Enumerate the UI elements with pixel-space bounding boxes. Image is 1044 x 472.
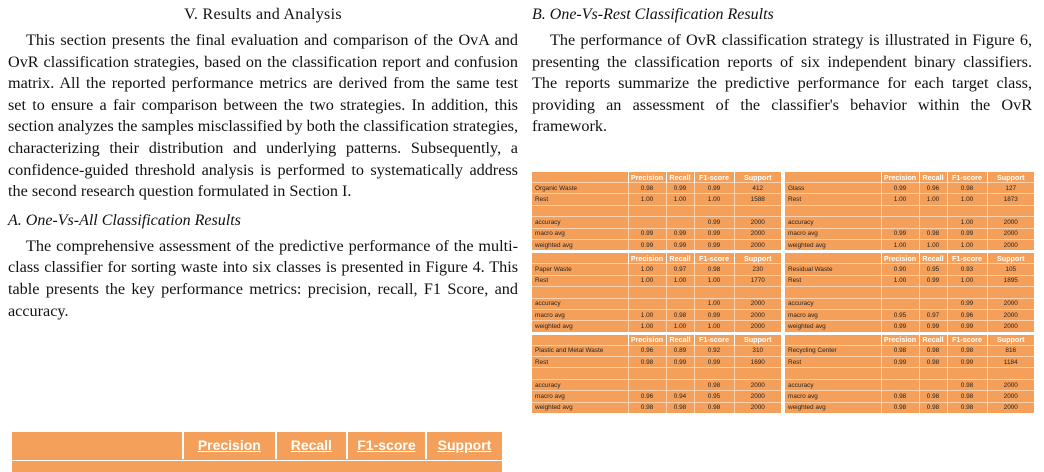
report-row (532, 391, 781, 402)
report-row (785, 239, 1034, 250)
report-row-label: weighted avg (785, 321, 881, 332)
report-cell: 1.00 (628, 321, 666, 332)
left-column (8, 0, 518, 322)
report-cell: 1.00 (947, 217, 987, 228)
report-cell: 0.99 (947, 298, 987, 309)
report-row (785, 321, 1034, 332)
report-row (532, 287, 781, 298)
report-header-blank (785, 253, 881, 264)
intro-paragraph: This section presents the final evaluation and comparison of the OvA and OvR classification strategies, based on the classification report and confusion matrix. All the reported performance metrics are derived from the same test set to ensure a fair comparison between the two strategies. In addition, this section analyzes the samples misclassified by both the classification strategies, characterizing their distribution and underlying patterns. Subsequently, a confidence-guided threshold analysis is performed to systematically address the second research question formulated in Section I. (8, 31, 518, 201)
report-cell: 2000 (987, 228, 1034, 239)
report-cell (881, 379, 919, 390)
report-cell: 412 (734, 183, 781, 194)
report-header-cell: Precision (881, 335, 919, 346)
report-cell: 1184 (987, 357, 1034, 368)
report-cell: 0.98 (947, 402, 987, 413)
report-cell: 1.00 (919, 194, 947, 205)
report-row-label: accuracy (532, 298, 628, 309)
report-cell (881, 287, 919, 298)
report-cell: 0.98 (947, 345, 987, 356)
report-cell (666, 287, 694, 298)
report-cell: 2000 (734, 298, 781, 309)
report-cell: 0.96 (628, 391, 666, 402)
report-cell: 2000 (734, 379, 781, 390)
report-cell: 0.99 (694, 183, 734, 194)
report-cell (666, 298, 694, 309)
report-cell: 0.99 (881, 357, 919, 368)
report-cell: 1.00 (666, 321, 694, 332)
report-cell: 1.00 (666, 275, 694, 286)
report-header-blank (785, 172, 881, 183)
report-cell: 0.98 (919, 345, 947, 356)
report-row (785, 264, 1034, 275)
report-row (785, 217, 1034, 228)
report-cell: 816 (987, 345, 1034, 356)
report-cell: 2000 (987, 309, 1034, 320)
report-cell: 1.00 (628, 194, 666, 205)
report-cell: 1.00 (628, 264, 666, 275)
figure4-header-f1: F1-score (346, 432, 425, 459)
report-cell: 0.99 (919, 275, 947, 286)
report-row-label: weighted avg (532, 402, 628, 413)
report-row (532, 275, 781, 286)
report-row-label (785, 368, 881, 379)
report-cell: 0.98 (694, 379, 734, 390)
report-cell: 0.89 (666, 345, 694, 356)
report-cell: 310 (734, 345, 781, 356)
figure4-header-recall: Recall (275, 432, 346, 459)
report-cell (628, 287, 666, 298)
report-cell (734, 205, 781, 216)
report-header-cell: Precision (628, 253, 666, 264)
report-header-cell: Support (987, 253, 1034, 264)
report-header-cell: Recall (919, 172, 947, 183)
report-header-cell: Precision (881, 172, 919, 183)
report-row-label: Glass (785, 183, 881, 194)
report-row-label: Rest (532, 357, 628, 368)
report-header-cell: Support (734, 335, 781, 346)
classification-report-table (532, 172, 781, 250)
report-row (785, 183, 1034, 194)
report-cell: 0.95 (881, 309, 919, 320)
report-header-cell: F1-score (947, 335, 987, 346)
report-row (785, 298, 1034, 309)
report-cell (947, 205, 987, 216)
report-row-label: accuracy (785, 379, 881, 390)
report-cell: 0.93 (947, 264, 987, 275)
subsection-b-paragraph: The performance of OvR classification strategy is illustrated in Figure 6, presenting the classification reports of six independent binary classifiers. The reports summarize the predictive performance for each target class, providing an assessment of the classifier's behavior within the OvR framework. (532, 31, 1032, 136)
report-cell: 0.99 (694, 309, 734, 320)
report-cell (919, 368, 947, 379)
report-header-cell: Recall (666, 253, 694, 264)
report-cell (947, 368, 987, 379)
figure4-header-precision: Precision (182, 432, 275, 459)
report-header-cell: Recall (919, 335, 947, 346)
report-row (532, 239, 781, 250)
report-header-cell: Precision (628, 335, 666, 346)
section-title: V. Results and Analysis (184, 6, 342, 23)
report-header-blank (532, 172, 628, 183)
report-cell (987, 205, 1034, 216)
report-row (532, 194, 781, 205)
report-row-label: macro avg (785, 309, 881, 320)
report-header-cell: Precision (881, 253, 919, 264)
report-header-cell: Precision (628, 172, 666, 183)
report-row (532, 357, 781, 368)
report-cell (919, 205, 947, 216)
report-cell: 2000 (987, 402, 1034, 413)
report-cell: 0.99 (666, 239, 694, 250)
report-cell: 1.00 (881, 275, 919, 286)
report-cell: 2000 (734, 217, 781, 228)
report-cell: 0.98 (694, 402, 734, 413)
report-cell: 0.98 (628, 183, 666, 194)
report-cell: 0.99 (666, 228, 694, 239)
report-row-label: Rest (785, 194, 881, 205)
report-cell: 0.99 (881, 228, 919, 239)
report-cell: 2000 (987, 321, 1034, 332)
report-cell (919, 287, 947, 298)
report-cell (881, 298, 919, 309)
report-cell (947, 287, 987, 298)
report-row-label (532, 287, 628, 298)
report-cell: 1873 (987, 194, 1034, 205)
report-row-label: accuracy (532, 379, 628, 390)
report-cell: 1.00 (881, 194, 919, 205)
report-cell (628, 217, 666, 228)
report-cell: 2000 (734, 402, 781, 413)
report-cell: 105 (987, 264, 1034, 275)
report-cell: 0.99 (694, 239, 734, 250)
report-cell: 0.95 (694, 391, 734, 402)
report-cell: 0.90 (881, 264, 919, 275)
report-cell: 2000 (987, 379, 1034, 390)
report-row-label: accuracy (785, 217, 881, 228)
report-cell (734, 287, 781, 298)
report-row-label (785, 287, 881, 298)
report-cell: 0.99 (947, 228, 987, 239)
report-cell: 1.00 (947, 194, 987, 205)
figure4-header-support: Support (425, 432, 502, 459)
report-row (785, 228, 1034, 239)
report-row (532, 379, 781, 390)
report-cell (919, 217, 947, 228)
report-row (785, 402, 1034, 413)
report-cell: 0.98 (666, 309, 694, 320)
report-cell: 2000 (734, 228, 781, 239)
report-cell (919, 379, 947, 390)
report-cell: 2000 (734, 239, 781, 250)
report-row-label: macro avg (532, 391, 628, 402)
report-cell: 0.92 (694, 345, 734, 356)
report-cell: 0.99 (666, 357, 694, 368)
report-cell: 0.97 (666, 264, 694, 275)
report-row (785, 194, 1034, 205)
report-cell: 0.99 (694, 228, 734, 239)
report-cell (694, 368, 734, 379)
report-cell: 1.00 (947, 239, 987, 250)
report-row (785, 287, 1034, 298)
report-cell: 0.94 (666, 391, 694, 402)
report-row-label: macro avg (785, 391, 881, 402)
report-row (532, 298, 781, 309)
report-cell: 0.98 (666, 402, 694, 413)
report-row (532, 402, 781, 413)
figure4-table-header (12, 432, 502, 472)
report-header-cell: Support (987, 172, 1034, 183)
report-cell (666, 379, 694, 390)
report-cell (628, 379, 666, 390)
report-cell: 2000 (734, 391, 781, 402)
classification-report-table (785, 253, 1034, 331)
report-header-cell: Recall (666, 172, 694, 183)
report-cell (734, 368, 781, 379)
report-row-label: Rest (532, 275, 628, 286)
report-cell: 0.99 (628, 228, 666, 239)
report-cell (666, 217, 694, 228)
report-cell (881, 217, 919, 228)
report-cell: 0.99 (947, 357, 987, 368)
report-cell: 0.99 (881, 321, 919, 332)
report-row (532, 345, 781, 356)
report-row (785, 357, 1034, 368)
report-cell: 1690 (734, 357, 781, 368)
report-cell: 1588 (734, 194, 781, 205)
report-row-label: Residual Waste (785, 264, 881, 275)
report-cell: 0.99 (947, 321, 987, 332)
report-row-label: Organic Waste (532, 183, 628, 194)
report-row (532, 321, 781, 332)
report-cell: 0.98 (881, 402, 919, 413)
report-cell: 0.99 (881, 183, 919, 194)
report-row (785, 309, 1034, 320)
report-cell: 0.95 (919, 264, 947, 275)
report-cell: 0.99 (694, 357, 734, 368)
report-cell: 0.96 (919, 183, 947, 194)
report-cell: 0.99 (666, 183, 694, 194)
report-cell: 0.98 (919, 357, 947, 368)
report-cell: 1.00 (694, 298, 734, 309)
report-header-blank (785, 335, 881, 346)
right-column (532, 0, 1032, 138)
report-cell: 0.98 (628, 357, 666, 368)
report-cell: 1.00 (694, 321, 734, 332)
report-cell: 0.97 (919, 309, 947, 320)
report-row-label: Rest (785, 357, 881, 368)
report-row (532, 205, 781, 216)
subsection-b-title: B. One-Vs-Rest Classification Results (532, 6, 774, 23)
report-row (785, 379, 1034, 390)
report-row-label: macro avg (532, 309, 628, 320)
report-row (785, 345, 1034, 356)
report-cell: 0.96 (947, 309, 987, 320)
report-cell: 1.00 (881, 239, 919, 250)
report-row (785, 275, 1034, 286)
report-cell (694, 287, 734, 298)
report-cell: 1.00 (628, 275, 666, 286)
report-row (532, 183, 781, 194)
report-row-label: accuracy (785, 298, 881, 309)
report-cell (666, 205, 694, 216)
report-cell (694, 205, 734, 216)
report-cell: 0.99 (628, 239, 666, 250)
report-cell (987, 368, 1034, 379)
report-cell: 1.00 (947, 275, 987, 286)
report-cell: 2000 (987, 391, 1034, 402)
report-row-label: accuracy (532, 217, 628, 228)
report-header-cell: F1-score (947, 253, 987, 264)
report-cell: 230 (734, 264, 781, 275)
report-row-label (532, 368, 628, 379)
report-header-cell: F1-score (694, 253, 734, 264)
figure4-divider (12, 460, 502, 461)
subsection-a-paragraph: The comprehensive assessment of the predictive performance of the multi-class classifier for sorting waste into six classes is presented in Figure 4. This table presents the key performance metrics: precision, recall, F1 Score, and accuracy. (8, 236, 518, 320)
report-row-label (785, 205, 881, 216)
report-row-label: weighted avg (785, 239, 881, 250)
report-cell: 2000 (734, 321, 781, 332)
report-row-label (532, 205, 628, 216)
classification-report-table (785, 172, 1034, 250)
report-row-label: Paper Waste (532, 264, 628, 275)
classification-report-table (532, 335, 781, 413)
report-header-cell: Support (734, 172, 781, 183)
report-cell (628, 298, 666, 309)
report-cell: 0.98 (947, 183, 987, 194)
report-row-label: weighted avg (785, 402, 881, 413)
report-cell: 1.00 (694, 275, 734, 286)
report-cell (628, 368, 666, 379)
report-row (532, 264, 781, 275)
report-cell: 2000 (987, 217, 1034, 228)
report-cell: 0.98 (947, 379, 987, 390)
report-row (532, 228, 781, 239)
report-cell: 0.99 (694, 217, 734, 228)
report-cell: 1.00 (694, 194, 734, 205)
report-cell: 1895 (987, 275, 1034, 286)
report-header-cell: Support (734, 253, 781, 264)
report-cell (881, 368, 919, 379)
report-cell: 2000 (987, 298, 1034, 309)
report-row-label: Rest (532, 194, 628, 205)
report-cell: 1770 (734, 275, 781, 286)
report-cell (628, 205, 666, 216)
report-cell: 0.98 (919, 228, 947, 239)
report-header-cell: F1-score (947, 172, 987, 183)
report-row-label: Recycling Center (785, 345, 881, 356)
report-header-cell: Support (987, 335, 1034, 346)
report-cell: 127 (987, 183, 1034, 194)
ovr-report-grid (532, 172, 1032, 413)
subsection-a-title: A. One-Vs-All Classification Results (8, 211, 241, 229)
report-header-cell: Recall (666, 335, 694, 346)
report-cell: 0.98 (919, 402, 947, 413)
report-header-cell: F1-score (694, 335, 734, 346)
report-row (785, 391, 1034, 402)
report-cell: 2000 (734, 309, 781, 320)
report-cell: 2000 (987, 239, 1034, 250)
report-row-label: macro avg (532, 228, 628, 239)
classification-report-table (785, 335, 1034, 413)
report-cell (919, 298, 947, 309)
report-header-blank (532, 253, 628, 264)
report-row-label: Plastic and Metal Waste (532, 345, 628, 356)
report-cell: 1.00 (666, 194, 694, 205)
report-header-cell: Recall (919, 253, 947, 264)
report-row-label: weighted avg (532, 321, 628, 332)
report-cell (881, 205, 919, 216)
report-row (785, 205, 1034, 216)
report-cell: 1.00 (628, 309, 666, 320)
report-cell: 0.98 (694, 264, 734, 275)
report-row (532, 368, 781, 379)
report-cell: 0.98 (947, 391, 987, 402)
report-row-label: macro avg (785, 228, 881, 239)
report-header-blank (532, 335, 628, 346)
report-cell: 1.00 (919, 239, 947, 250)
report-cell: 0.98 (881, 345, 919, 356)
report-header-cell: F1-score (694, 172, 734, 183)
report-cell: 0.98 (881, 391, 919, 402)
report-row (785, 368, 1034, 379)
report-cell (666, 368, 694, 379)
report-row (532, 309, 781, 320)
report-cell: 0.98 (628, 402, 666, 413)
report-row (532, 217, 781, 228)
report-cell: 0.96 (628, 345, 666, 356)
report-cell: 0.98 (919, 391, 947, 402)
report-row-label: weighted avg (532, 239, 628, 250)
report-cell: 0.99 (919, 321, 947, 332)
classification-report-table (532, 253, 781, 331)
report-cell (987, 287, 1034, 298)
report-row-label: Rest (785, 275, 881, 286)
